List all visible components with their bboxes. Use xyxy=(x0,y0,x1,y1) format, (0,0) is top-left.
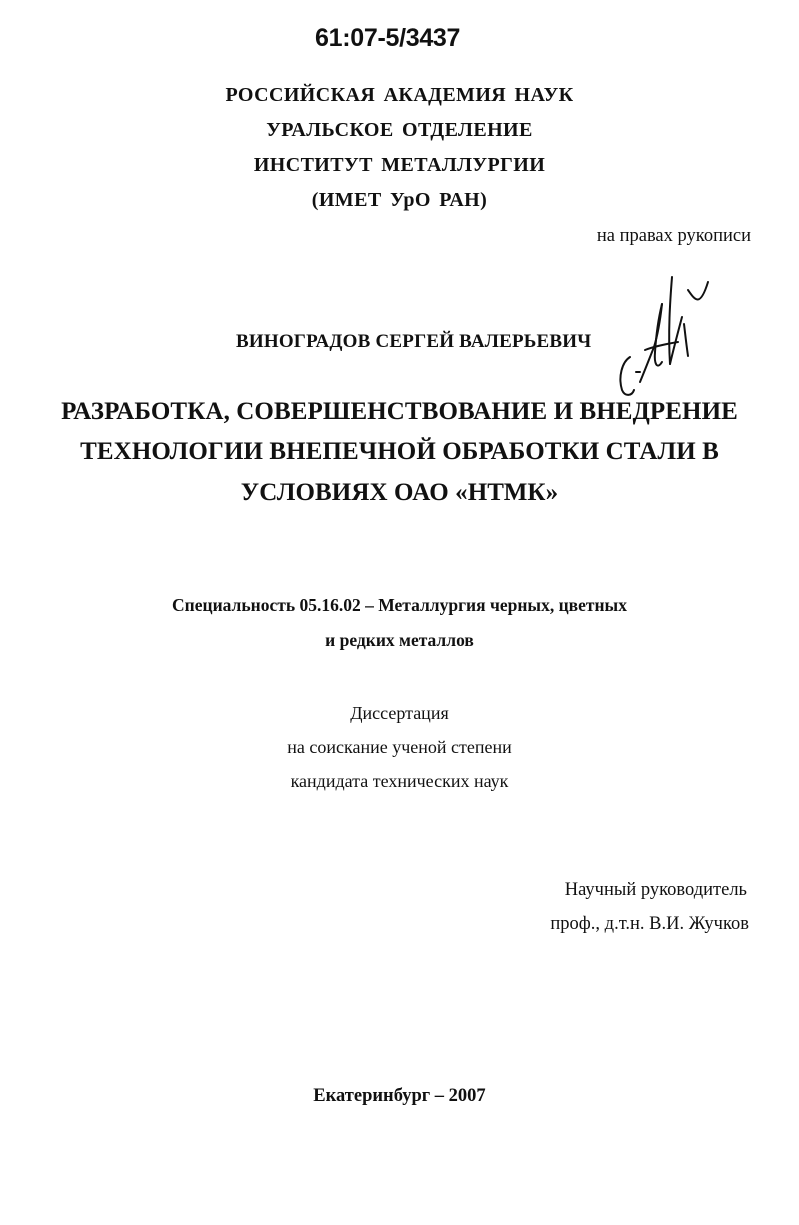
specialty-line-2: и редких металлов xyxy=(325,630,474,650)
dissertation-title-line-2: ТЕХНОЛОГИИ ВНЕПЕЧНОЙ ОБРАБОТКИ СТАЛИ В xyxy=(80,438,719,465)
supervisor-label: Научный руководитель xyxy=(564,880,747,900)
place-and-year: Екатеринбург – 2007 xyxy=(313,1086,486,1106)
registration-number: 61:07-5/3437 xyxy=(315,24,461,52)
specialty-line-1: Специальность 05.16.02 – Металлургия черных, цветных xyxy=(172,595,627,615)
author-name: ВИНОГРАДОВ СЕРГЕЙ ВАЛЕРЬЕВИЧ xyxy=(236,331,592,352)
degree-line-2: на соискание ученой степени xyxy=(287,737,512,757)
degree-line-1: Диссертация xyxy=(350,703,449,723)
supervisor-name: проф., д.т.н. В.И. Жучков xyxy=(550,914,749,934)
manuscript-note: на правах рукописи xyxy=(596,226,751,246)
handwritten-signature xyxy=(600,252,720,402)
institution-line-branch: УРАЛЬСКОЕ ОТДЕЛЕНИЕ xyxy=(266,119,533,141)
institution-line-academy: РОССИЙСКАЯ АКАДЕМИЯ НАУК xyxy=(225,84,574,106)
degree-line-3: кандидата технических наук xyxy=(290,771,509,791)
institution-line-institute: ИНСТИТУТ МЕТАЛЛУРГИИ xyxy=(253,154,546,176)
institution-line-abbreviation: (ИМЕТ УрО РАН) xyxy=(311,189,488,211)
dissertation-title-line-1: РАЗРАБОТКА, СОВЕРШЕНСТВОВАНИЕ И ВНЕДРЕНИЕ xyxy=(61,398,738,425)
dissertation-title-line-3: УСЛОВИЯХ ОАО «НТМК» xyxy=(240,479,559,506)
